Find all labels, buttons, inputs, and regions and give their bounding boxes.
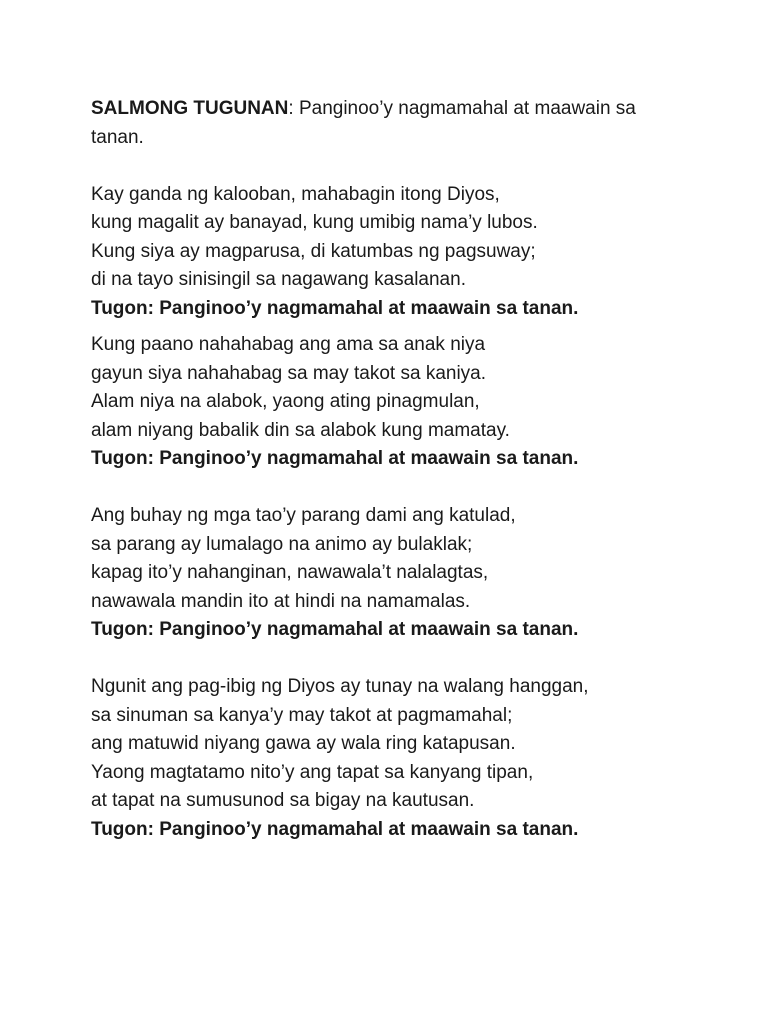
verse-line: alam niyang babalik din sa alabok kung mamatay.	[91, 419, 510, 441]
verse-line: at tapat na sumusunod sa bigay na kautusan.	[91, 790, 475, 811]
spacer	[91, 323, 691, 331]
verse-line: ang matuwid niyang gawa ay wala ring katapusan.	[91, 733, 516, 754]
verse-line: Alam niya na alabok, yaong ating pinagmulan,	[91, 391, 480, 412]
verse-line: kapag ito’y nahanginan, nawawala’t nalalagtas,	[91, 562, 489, 583]
verse-line: Ngunit ang pag-ibig ng Diyos ay tunay na walang hanggan,	[91, 676, 589, 697]
heading-label: SALMONG TUGUNAN	[91, 98, 289, 119]
verse-line: gayun siya nahahabag sa may takot sa kaniya.	[91, 362, 487, 384]
verse-line: nawawala mandin ito at hindi na namamalas.	[91, 590, 471, 612]
verse-line: Ang buhay ng mga tao’y parang dami ang katulad,	[91, 505, 516, 526]
psalm-heading	[91, 95, 691, 124]
spacer	[91, 474, 691, 503]
spacer	[91, 152, 691, 181]
verse-line: kung magalit ay banayad, kung umibig nama’y lubos.	[91, 212, 538, 233]
stanza-2	[91, 331, 691, 474]
document-body	[91, 95, 691, 844]
verse-line: Kung paano nahahabag ang ama sa anak niya	[91, 334, 486, 355]
heading-text: Panginoo’y nagmamahal at maawain sa	[293, 98, 636, 119]
psalm-heading-continuation	[91, 124, 691, 153]
heading-text-continuation: tanan.	[91, 126, 144, 148]
verse-line: sa parang ay lumalago na animo ay bulaklak;	[91, 533, 473, 555]
verse-line: sa sinuman sa kanya’y may takot at pagmamahal;	[91, 704, 513, 726]
stanza-1	[91, 181, 691, 324]
response-line: Tugon: Panginoo’y nagmamahal at maawain sa tanan.	[91, 818, 579, 840]
stanza-4	[91, 673, 691, 844]
spacer	[91, 645, 691, 674]
stanza-3	[91, 502, 691, 645]
heading-separator: :	[288, 98, 294, 119]
response-line: Tugon: Panginoo’y nagmamahal at maawain sa tanan.	[91, 448, 579, 469]
response-line: Tugon: Panginoo’y nagmamahal at maawain sa tanan.	[91, 619, 579, 640]
response-line: Tugon: Panginoo’y nagmamahal at maawain sa tanan.	[91, 297, 579, 319]
verse-line: Yaong magtatamo nito’y ang tapat sa kanyang tipan,	[91, 761, 534, 783]
verse-line: Kung siya ay magparusa, di katumbas ng pagsuway;	[91, 240, 536, 262]
verse-line: di na tayo sinisingil sa nagawang kasalanan.	[91, 269, 466, 290]
verse-line: Kay ganda ng kalooban, mahabagin itong Diyos,	[91, 183, 500, 205]
